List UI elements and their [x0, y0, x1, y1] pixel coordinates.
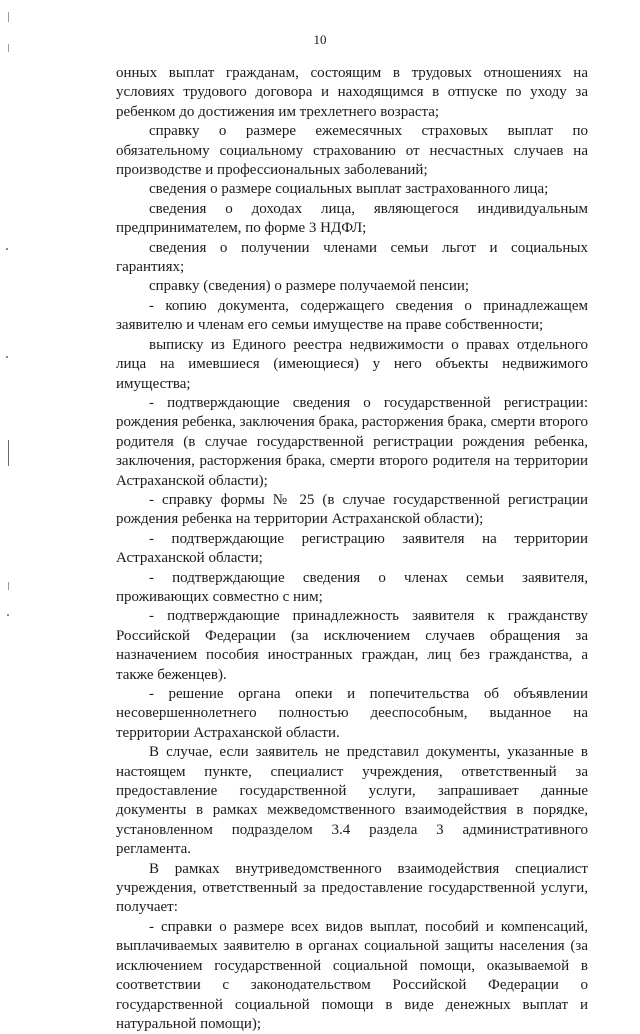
paragraph: - копию документа, содержащего сведения о принадлежащем заявителю и членам его семьи имуществе на праве собственности;: [116, 297, 588, 334]
paragraph: сведения о доходах лица, являющегося индивидуальным предпринимателем, по форме 3 НДФЛ;: [116, 200, 588, 237]
paragraph: сведения о получении членами семьи льгот и социальных гарантиях;: [116, 239, 588, 276]
paragraph: В случае, если заявитель не представил документы, указанные в настоящем пункте, специалист учреждения, ответственный за предоставление государственной услуги, запрашивает данные документы в рамках межведомственного взаимодействия в порядке, установленном подразделом 3.4 раздела 3 административного регламента.: [116, 744, 588, 858]
scan-speck: [6, 248, 8, 250]
paragraph: - подтверждающие сведения о государственной регистрации: рождения ребенка, заключения брака, расторжения брака, смерти второго родителя (в случае государственной регистрации рождения ребенка, заключения, расторжения брака, смерти второго родителя на территории Астраханской области);: [116, 394, 588, 489]
scan-edge-mark: [8, 44, 9, 52]
paragraph: В рамках внутриведомственного взаимодействия специалист учреждения, ответственный за предоставление государственной услуги, получает:: [116, 860, 588, 916]
scan-edge-mark: [8, 582, 9, 590]
scan-speck: [7, 614, 9, 616]
paragraph: - справку формы № 25 (в случае государственной регистрации рождения ребенка на территории Астраханской области);: [116, 491, 588, 528]
page-number: 10: [313, 32, 327, 47]
paragraph: - решение органа опеки и попечительства об объявлении несовершеннолетнего полностью дееспособным, выданное на территории Астраханской области.: [116, 686, 588, 741]
paragraph: - подтверждающие сведения о членах семьи заявителя, проживающих совместно с ним;: [116, 569, 588, 605]
paragraph: - подтверждающие принадлежность заявителя к гражданству Российской Федерации (за исключением случаев обращения за назначением пособия иностранных граждан, лиц без гражданства, а также беженцев).: [116, 608, 588, 683]
paragraph: справку о размере ежемесячных страховых выплат по обязательному социальному страхованию от несчастных случаев на производстве и профессиональных заболеваний;: [116, 123, 588, 179]
paragraph: справку (сведения) о размере получаемой пенсии;: [149, 278, 470, 295]
paragraph: - справки о размере всех видов выплат, пособий и компенсаций, выплачиваемых заявителю в органах социальной защиты населения (за исключением государственной социальной помощи, оказываемой в соответствии с законодательством Российской Федерации о государственной социальной помощи в виде денежных выплат и натуральной помощи);: [116, 918, 588, 1032]
paragraph: выписку из Единого реестра недвижимости о правах отдельного лица на имевшиеся (имеющиеся) у него объекты недвижимого имущества;: [116, 336, 588, 392]
paragraph: сведения о размере социальных выплат застрахованного лица;: [149, 181, 549, 198]
paragraph: онных выплат гражданам, состоящим в трудовых отношениях на условиях трудового договора и находящимся в отпуске по уходу за ребенком до достижения им трехлетнего возраста;: [116, 65, 588, 120]
scan-speck: [6, 356, 8, 358]
scan-edge-mark: [8, 440, 9, 466]
scan-edge-mark: [8, 12, 9, 22]
document-body: [116, 64, 588, 1034]
paragraph: - подтверждающие регистрацию заявителя на территории Астраханской области;: [116, 530, 588, 567]
